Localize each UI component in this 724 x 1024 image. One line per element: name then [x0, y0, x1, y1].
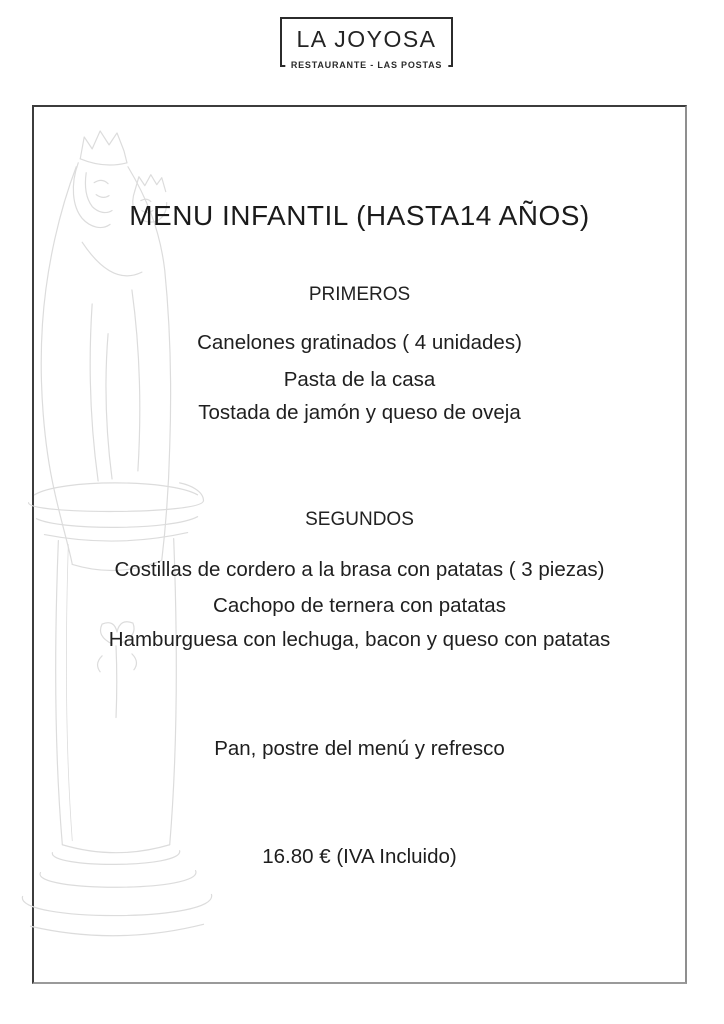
menu-item: Hamburguesa con lechuga, bacon y queso con patatas	[108, 628, 611, 651]
section-heading-primeros: PRIMEROS	[308, 284, 411, 305]
section-heading-segundos: SEGUNDOS	[305, 509, 414, 530]
logo-tagline: RESTAURANTE - LAS POSTAS	[285, 59, 448, 72]
menu-item: Cachopo de ternera con patatas	[213, 594, 506, 617]
menu-card	[32, 105, 687, 984]
restaurant-logo	[280, 17, 453, 70]
menu-content	[34, 107, 685, 982]
menu-item: Tostada de jamón y queso de oveja	[198, 401, 521, 424]
menu-item: Costillas de cordero a la brasa con patatas ( 3 piezas)	[114, 558, 605, 581]
menu-price: 16.80 € (IVA Incluido)	[262, 845, 457, 868]
menu-item: Canelones gratinados ( 4 unidades)	[197, 331, 522, 354]
menu-title: MENU INFANTIL (HASTA14 AÑOS)	[129, 200, 590, 231]
menu-includes-note: Pan, postre del menú y refresco	[214, 737, 505, 760]
menu-item: Pasta de la casa	[283, 368, 436, 391]
logo-name: LA JOYOSA	[296, 26, 437, 52]
